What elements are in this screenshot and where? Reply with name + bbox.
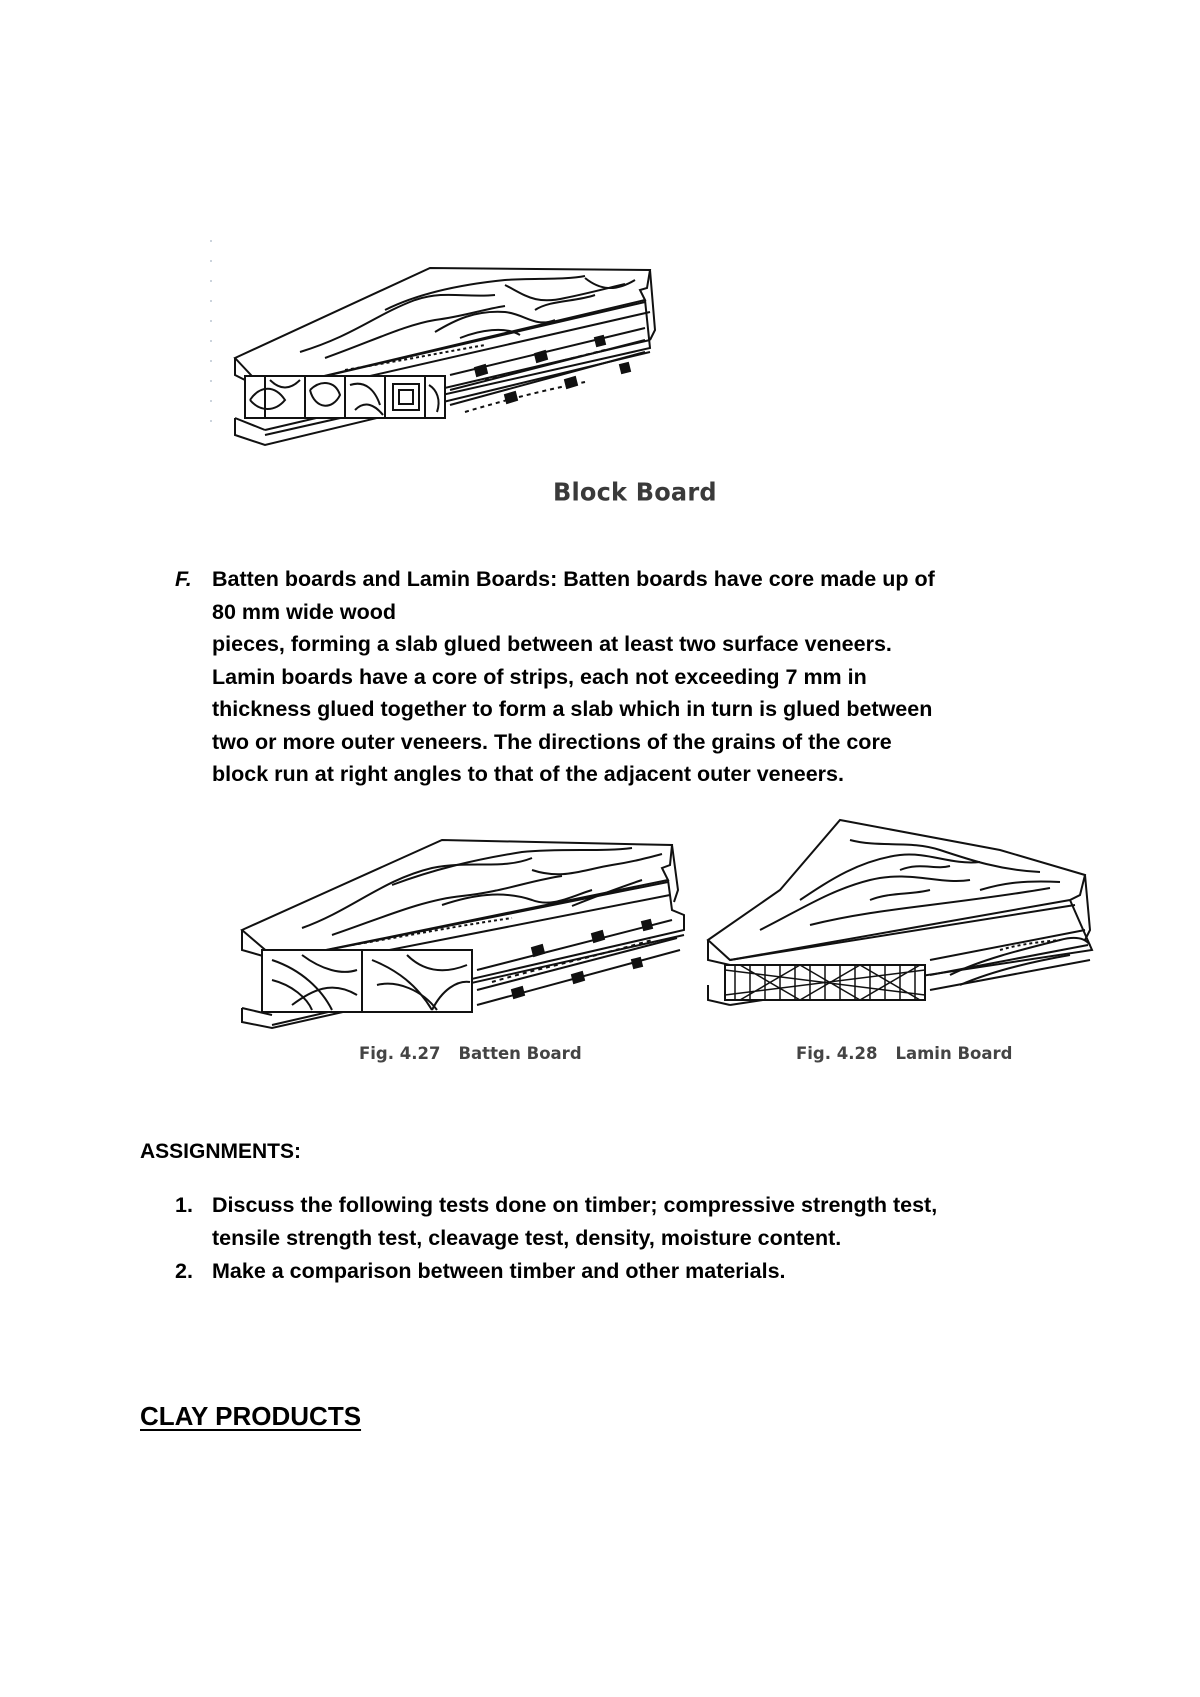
assignments-title: ASSIGNMENTS: (140, 1140, 302, 1163)
section-f-line: 80 mm wide wood (212, 599, 396, 624)
section-f-line: two or more outer veneers. The directions of the grains of the core (212, 729, 892, 754)
assignment-number: 2. (175, 1259, 193, 1283)
lamin-board-caption (796, 1044, 1012, 1063)
assignment-item (175, 1255, 937, 1288)
section-f-line: Lamin boards have a core of strips, each not exceeding 7 mm in (212, 664, 867, 689)
assignments-list (175, 1189, 937, 1288)
clay-products-heading: CLAY PRODUCTS (140, 1401, 362, 1431)
lamin-board-fig-number: Fig. 4.28 (796, 1044, 878, 1063)
section-f-paragraph (212, 563, 935, 791)
lamin-board-illustration (700, 800, 1100, 1035)
assignment-number: 1. (175, 1193, 193, 1217)
assignment-line: Discuss the following tests done on timber; compressive strength test, (212, 1193, 938, 1217)
lamin-board-caption-text: Lamin Board (895, 1044, 1013, 1063)
block-board-caption: Block Board (553, 477, 717, 507)
block-board-illustration (205, 240, 725, 460)
batten-board-fig-number: Fig. 4.27 (359, 1044, 441, 1063)
batten-board-caption-text: Batten Board (458, 1044, 582, 1063)
assignment-item (175, 1189, 937, 1255)
batten-board-caption (359, 1044, 582, 1063)
section-f-line: block run at right angles to that of the adjacent outer veneers. (212, 762, 844, 786)
section-f-line: thickness glued together to form a slab which in turn is glued between (212, 697, 933, 721)
assignment-line: Make a comparison between timber and other materials. (212, 1259, 786, 1283)
assignment-line: tensile strength test, cleavage test, density, moisture content. (212, 1226, 842, 1250)
section-f-line: Batten boards and Lamin Boards: Batten boards have core made up of (212, 567, 935, 591)
section-f-marker: F. (175, 567, 192, 591)
batten-board-illustration (232, 810, 702, 1035)
section-f-line: pieces, forming a slab glued between at least two surface veneers. (212, 632, 892, 656)
